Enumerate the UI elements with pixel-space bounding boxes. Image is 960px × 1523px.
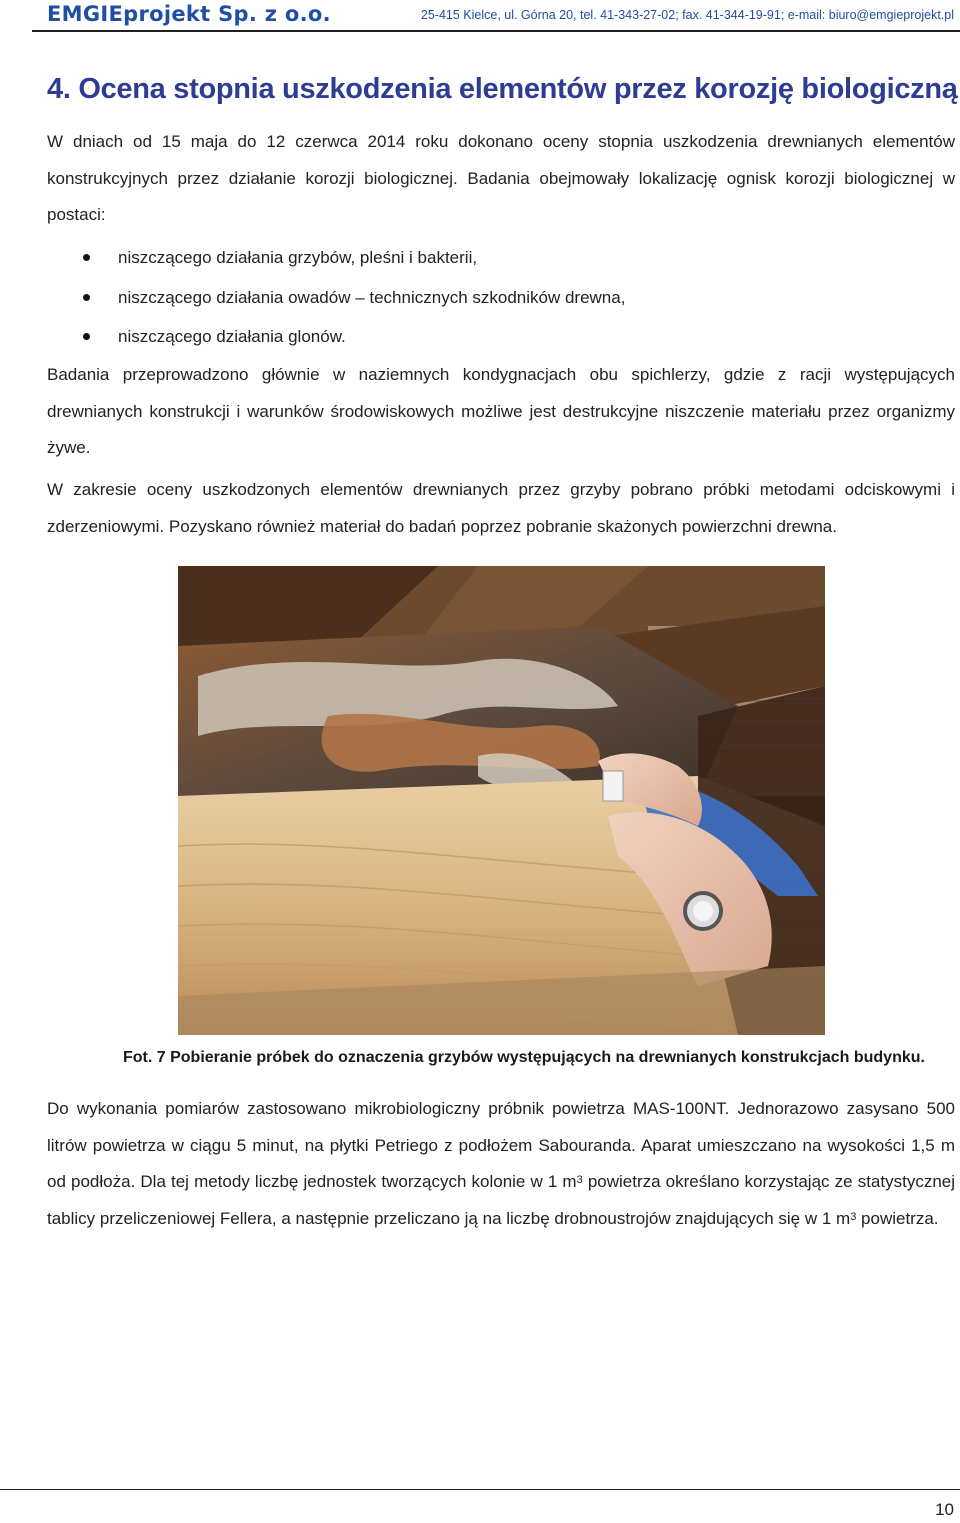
bullet-icon	[83, 333, 90, 340]
bullet-icon	[83, 294, 90, 301]
list-item-text: niszczącego działania glonów.	[118, 327, 346, 346]
bullet-icon	[83, 254, 90, 261]
header-divider	[32, 30, 960, 32]
intro-block	[47, 124, 955, 234]
list-item	[47, 278, 955, 318]
text-segment: powietrza określano korzystając ze statystycznej tablicy przeliczeniowej Fellera, a następnie przeliczano ją na liczbę drobnoustrojów znajdujących się w 1 m	[47, 1172, 956, 1228]
list-item	[47, 317, 955, 357]
para2-block	[47, 357, 955, 467]
page-header	[0, 0, 960, 34]
para4-block	[47, 1091, 955, 1237]
para3-block	[47, 472, 955, 545]
superscript: 3	[850, 1210, 857, 1223]
page-number: 10	[935, 1500, 954, 1519]
paragraph: W zakresie oceny uszkodzonych elementów drewnianych przez grzyby pobrano próbki metodami odciskowymi i zderzeniowymi. Pozyskano również materiał do badań poprzez pobranie skażonych powierzchni drewna.	[47, 480, 955, 536]
list-item	[47, 238, 955, 278]
text-segment: Do wykonania pomiarów zastosowano mikrobiologiczny próbnik powietrza MAS-100NT. Jednorazowo zasysano 500 litrów powietrza w ciągu 5 minut, na płytki Petriego z podłożem Sabouranda. Aparat umieszczano na wysokości 1,5 m od podłoża. Dla tej metody liczbę jednostek tworzących kolonie w 1 m	[47, 1099, 955, 1191]
bullet-list	[47, 238, 955, 357]
list-item-text: niszczącego działania grzybów, pleśni i bakterii,	[118, 248, 478, 267]
intro-paragraph: W dniach od 15 maja do 12 czerwca 2014 roku dokonano oceny stopnia uszkodzenia drewnianych elementów konstrukcyjnych przez działanie korozji biologicznej. Badania obejmowały lokalizację ognisk korozji biologicznej w postaci:	[47, 132, 955, 224]
photo-caption: Fot. 7 Pobieranie próbek do oznaczenia grzybów występujących na drewnianych konstrukcjach budynku.	[123, 1049, 925, 1066]
company-name: EMGIEprojekt Sp. z o.o.	[47, 2, 331, 26]
paragraph	[47, 1091, 955, 1237]
superscript: 3	[576, 1174, 583, 1186]
footer-divider	[0, 1489, 960, 1490]
section-title: 4. Ocena stopnia uszkodzenia elementów przez korozję biologiczną	[47, 73, 958, 105]
bullet-list-block	[47, 238, 955, 357]
paragraph: Badania przeprowadzono głównie w naziemnych kondygnacjach obu spichlerzy, gdzie z racji występujących drewnianych konstrukcji i warunków środowiskowych możliwe jest destrukcyjne niszczenie materiału przez organizmy żywe.	[47, 365, 955, 457]
text-segment: powietrza.	[856, 1208, 939, 1228]
contact-info: 25-415 Kielce, ul. Górna 20, tel. 41-343-27-02; fax. 41-344-19-91; e-mail: biuro@emgieprojekt.pl	[420, 8, 954, 22]
list-item-text: niszczącego działania owadów – technicznych szkodników drewna,	[118, 287, 626, 307]
photo-wood-sampling	[178, 566, 825, 1035]
photo-image	[178, 566, 825, 1035]
